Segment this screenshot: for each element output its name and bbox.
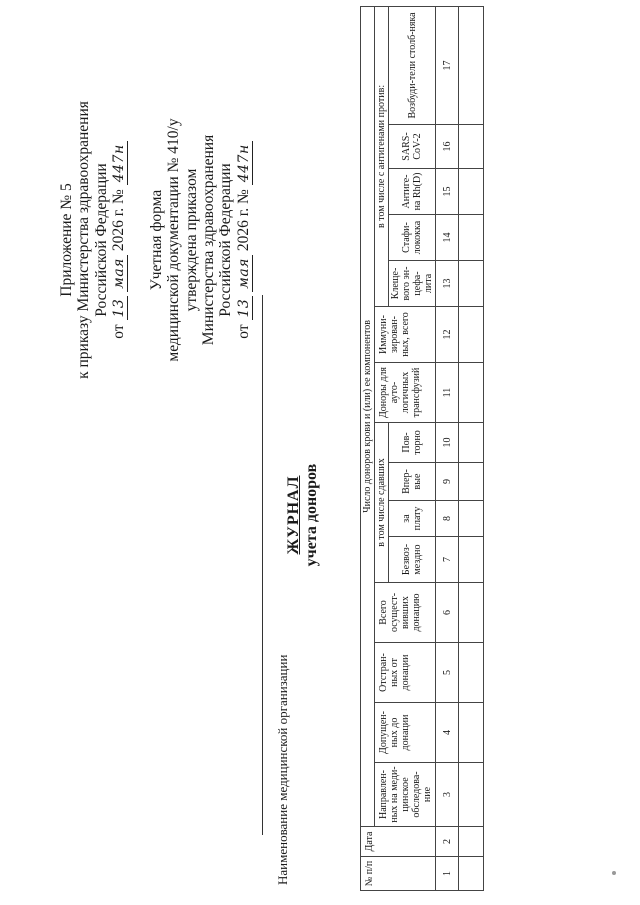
col-header-immunized: Иммуни-зирован-ных, всего bbox=[375, 307, 436, 363]
handwritten-day: 13 bbox=[111, 296, 128, 321]
table-cell bbox=[459, 307, 484, 363]
form-line-3: утверждена приказом bbox=[182, 168, 200, 312]
table-cell bbox=[459, 423, 484, 463]
form-line-4: Министерства здравоохранения bbox=[200, 134, 218, 346]
table-cell bbox=[459, 6, 484, 124]
column-number: 9 bbox=[436, 463, 459, 501]
column-number: 12 bbox=[436, 307, 459, 363]
column-number: 2 bbox=[436, 827, 459, 857]
form-line-1: Учетная форма bbox=[148, 189, 165, 291]
col-header-num: № п/п bbox=[361, 857, 436, 891]
appendix-line-3: Российской Федерации bbox=[92, 163, 110, 317]
column-number: 17 bbox=[436, 6, 459, 124]
column-number: 13 bbox=[436, 261, 459, 307]
col-header-sars-cov-2: SARS-CoV-2 bbox=[389, 125, 436, 169]
column-number: 11 bbox=[436, 363, 459, 423]
table-cell bbox=[459, 583, 484, 643]
column-number: 5 bbox=[436, 643, 459, 703]
date-prefix: от bbox=[234, 324, 252, 339]
header-row-1 bbox=[361, 6, 375, 890]
header-row-2 bbox=[375, 6, 389, 890]
appendix-line-2: к приказу Министерства здравоохранения bbox=[75, 101, 93, 379]
column-number: 6 bbox=[436, 583, 459, 643]
scan-dot bbox=[612, 871, 616, 875]
col-header-paid: за плату bbox=[389, 501, 436, 537]
column-number: 7 bbox=[436, 537, 459, 583]
col-header-incl-group: в том числе сдавших bbox=[375, 423, 389, 583]
column-number: 15 bbox=[436, 169, 459, 215]
date-year: 2026 г. № bbox=[234, 189, 252, 252]
form-line-5: Российской Федерации bbox=[217, 163, 235, 317]
table-cell bbox=[459, 827, 484, 857]
handwritten-number: 447н bbox=[236, 141, 253, 185]
table-cell bbox=[459, 703, 484, 763]
form-date-line bbox=[235, 80, 253, 400]
col-header-antigens-group: в том числе с антигенами против: bbox=[375, 6, 389, 306]
date-year: 2026 г. № bbox=[110, 189, 128, 252]
col-header-autologous: Доноры для ауто-логичных трансфузий bbox=[375, 363, 436, 423]
handwritten-month: мая bbox=[111, 255, 128, 292]
appendix-line-1: Приложение № 5 bbox=[58, 183, 75, 297]
col-header-date: Дата bbox=[361, 827, 436, 857]
donor-journal-table bbox=[360, 6, 484, 891]
col-header-free: Безвоз-мездно bbox=[389, 537, 436, 583]
column-number: 10 bbox=[436, 423, 459, 463]
column-number: 4 bbox=[436, 703, 459, 763]
table-cell bbox=[459, 501, 484, 537]
empty-data-row bbox=[459, 6, 484, 890]
column-number-row bbox=[436, 6, 459, 890]
col-header-donors-group: Число доноров крови и (или) ее компонентов bbox=[361, 6, 375, 826]
col-header-total: Всего осущест-вивших донацию bbox=[375, 583, 436, 643]
col-header-sent: Направлен-ных на меди-цинское обследова-ние bbox=[375, 763, 436, 827]
appendix-header bbox=[58, 80, 128, 400]
form-header bbox=[148, 80, 252, 400]
column-number: 3 bbox=[436, 763, 459, 827]
col-header-tick-encephalitis: Клеще-вого эн-цефа-лита bbox=[389, 261, 436, 307]
handwritten-day: 13 bbox=[236, 296, 253, 321]
table-cell bbox=[459, 261, 484, 307]
col-header-rejected: Отстран-ных от донации bbox=[375, 643, 436, 703]
title-sub: учета доноров bbox=[303, 463, 321, 567]
table-cell bbox=[459, 363, 484, 423]
handwritten-number: 447н bbox=[111, 141, 128, 185]
col-header-repeat: Пов-торно bbox=[389, 423, 436, 463]
column-number: 14 bbox=[436, 215, 459, 261]
table-cell bbox=[459, 215, 484, 261]
col-header-admitted: Допущен-ных до донации bbox=[375, 703, 436, 763]
form-line-2: медицинской документации № 410/у bbox=[165, 118, 183, 362]
date-prefix: от bbox=[110, 324, 128, 339]
table-cell bbox=[459, 763, 484, 827]
table-cell bbox=[459, 537, 484, 583]
journal-title bbox=[285, 365, 322, 665]
org-name-line bbox=[262, 295, 263, 835]
col-header-staphylococcus: Стафи-лококка bbox=[389, 215, 436, 261]
table-cell bbox=[459, 643, 484, 703]
col-header-first: Впер-вые bbox=[389, 463, 436, 501]
org-name-label: Наименование медицинской организации bbox=[275, 654, 290, 885]
table-cell bbox=[459, 125, 484, 169]
column-number: 1 bbox=[436, 857, 459, 891]
table-cell bbox=[459, 463, 484, 501]
column-number: 8 bbox=[436, 501, 459, 537]
appendix-date-line bbox=[110, 80, 128, 400]
col-header-tetanus: Возбуди-тели столб-няка bbox=[389, 6, 436, 124]
col-header-rh-antigen: Антиге-на Rh(D) bbox=[389, 169, 436, 215]
title-main: ЖУРНАЛ bbox=[285, 475, 302, 555]
table-cell bbox=[459, 169, 484, 215]
column-number: 16 bbox=[436, 125, 459, 169]
table-cell bbox=[459, 857, 484, 891]
handwritten-month: мая bbox=[236, 255, 253, 292]
